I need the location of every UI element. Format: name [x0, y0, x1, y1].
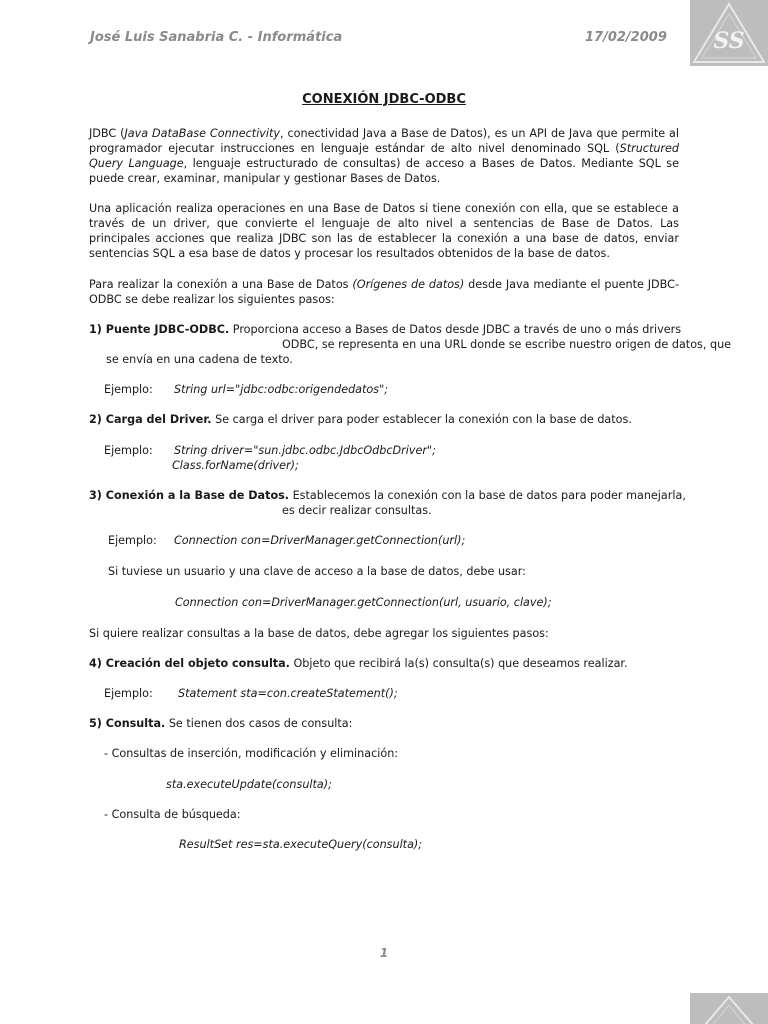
step3-note: Si tuviese un usuario y una clave de acceso a la base de datos, debe usar: — [108, 565, 526, 578]
step5-line1 — [89, 716, 352, 731]
footer-logo — [690, 993, 768, 1024]
p3-text-3: desde Java mediante el puente JDBC-ODBC se debe realizar los siguientes pasos: — [89, 278, 679, 306]
step2-example-code2: Class.forName(driver); — [172, 459, 299, 472]
step3-note-code: Connection con=DriverManager.getConnection(url, usuario, clave); — [175, 596, 552, 609]
step5-text1: Se tienen dos casos de consulta: — [165, 717, 353, 730]
step5-case1: - Consultas de inserción, modificación y eliminación: — [104, 747, 399, 760]
p1-text-5: , lenguaje estructurado de consultas) de acceso a Bases de Datos. Mediante SQL se puede crear, examinar, manipular y gestionar Bases de Datos. — [89, 157, 679, 185]
step1-example-label: Ejemplo: — [104, 383, 153, 396]
p1-text-1: JDBC ( — [89, 127, 125, 140]
step2-example-code1: String driver="sun.jdbc.odbc.JdbcOdbcDriver"; — [174, 444, 436, 457]
header-author: José Luis Sanabria C. - Informática — [90, 30, 343, 45]
step4-heading: 4) Creación del objeto consulta. — [89, 657, 290, 670]
logo-triangle-icon — [690, 0, 768, 66]
step2-text1: Se carga el driver para poder establecer la conexión con la base de datos. — [211, 413, 632, 426]
paragraph-3 — [89, 277, 679, 307]
step1-text2: ODBC, se representa en una URL donde se escribe nuestro origen de datos, que — [282, 338, 732, 351]
step2-example-label: Ejemplo: — [104, 444, 153, 457]
logo-text: SS — [713, 28, 745, 54]
step2-heading: 2) Carga del Driver. — [89, 413, 212, 426]
step5-case2: - Consulta de búsqueda: — [104, 808, 241, 821]
paragraph-1 — [89, 126, 679, 186]
step5-case2-code: ResultSet res=sta.executeQuery(consulta); — [179, 838, 423, 851]
step1-text3: se envía en una cadena de texto. — [106, 353, 293, 366]
page-title: CONEXIÓN JDBC-ODBC — [302, 92, 466, 107]
p1-text-3: , conectividad Java a Base de Datos), es un API de Java que permite al programador ejecutar instrucciones en lenguaje estándar de alto nivel denominado SQL ( — [89, 127, 679, 155]
step3-text1: Establecemos la conexión con la base de datos para poder manejarla, — [289, 489, 686, 502]
step3-heading: 3) Conexión a la Base de Datos. — [89, 489, 290, 502]
p1-text-2: Java DataBase Connectivity — [124, 127, 281, 140]
step5-case1-code: sta.executeUpdate(consulta); — [166, 778, 332, 791]
step4-line1 — [89, 656, 628, 671]
footer-logo-triangle-icon — [690, 993, 768, 1024]
step3-example-label: Ejemplo: — [108, 534, 157, 547]
step3-example-code: Connection con=DriverManager.getConnection(url); — [174, 534, 466, 547]
step1-heading: 1) Puente JDBC-ODBC. — [89, 323, 230, 336]
paragraph-2: Una aplicación realiza operaciones en una Base de Datos si tiene conexión con ella, que se establece a través de un driver, que convierte el lenguaje de alto nivel a sentencias de Base de Datos. Las principales acciones que realiza JDBC son las de establecer la conexión a una base de datos, enviar sentencias SQL a esa base de datos y procesar los resultados obtenidos de la base de datos. — [89, 202, 679, 260]
page-number: 1 — [379, 946, 389, 960]
step4-example-label: Ejemplo: — [104, 687, 153, 700]
step4-text1: Objeto que recibirá la(s) consulta(s) que deseamos realizar. — [289, 657, 628, 670]
step5-heading: 5) Consulta. — [89, 717, 166, 730]
step1-line1 — [89, 322, 681, 337]
step2-line1 — [89, 412, 632, 427]
step4-example-code: Statement sta=con.createStatement(); — [178, 687, 398, 700]
step1-example-code: String url="jdbc:odbc:origendedatos"; — [174, 383, 389, 396]
p3-text-2: (Orígenes de datos) — [352, 278, 465, 291]
step3-line1 — [89, 488, 686, 503]
step3-text2: es decir realizar consultas. — [282, 504, 432, 517]
header-date: 17/02/2009 — [585, 30, 667, 45]
intro-step4: Si quiere realizar consultas a la base de datos, debe agregar los siguientes pasos: — [89, 627, 549, 640]
p3-text-1: Para realizar la conexión a una Base de Datos — [89, 278, 353, 291]
logo — [690, 0, 768, 66]
p1-text-4: Structured Query Language — [89, 142, 679, 170]
step1-text1: Proporciona acceso a Bases de Datos desde JDBC a través de uno o más drivers — [229, 323, 682, 336]
